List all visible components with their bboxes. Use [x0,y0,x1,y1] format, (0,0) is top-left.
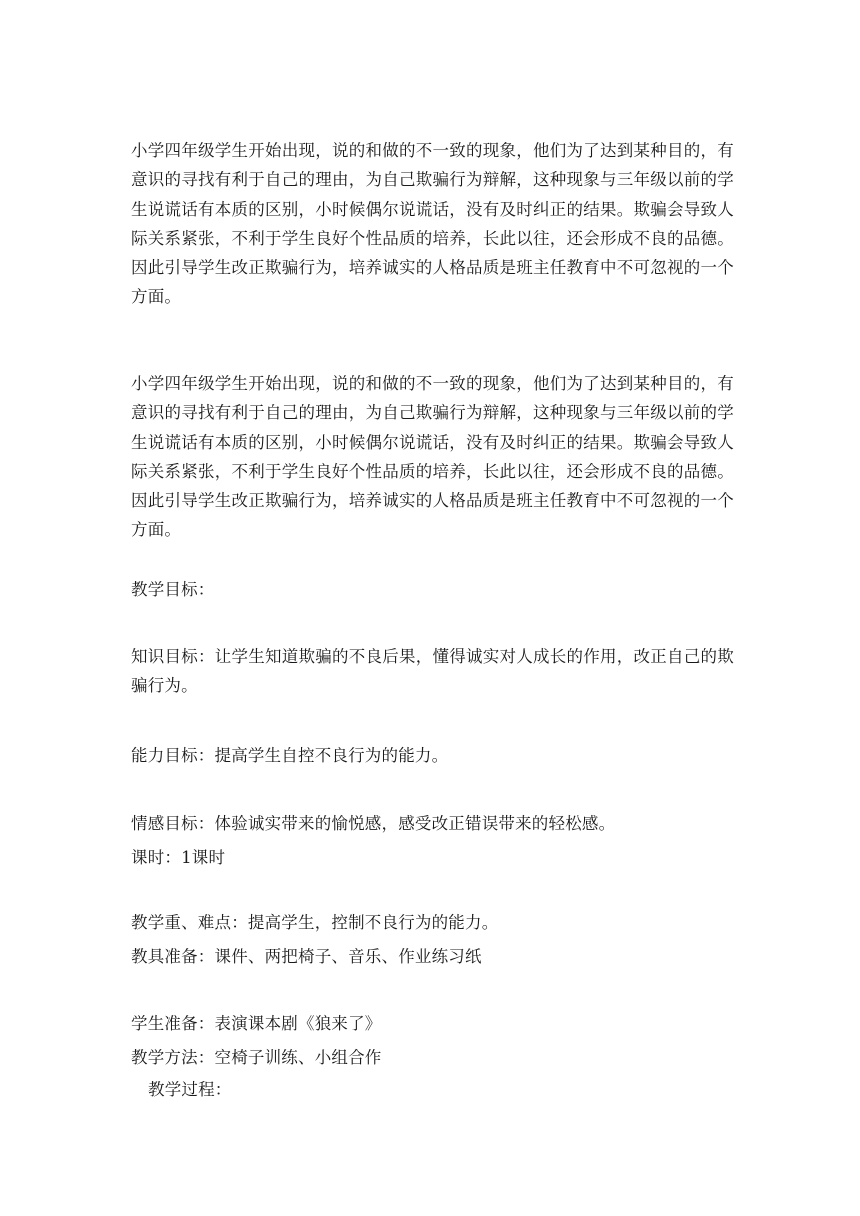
teaching-goals-heading: 教学目标： [131,580,215,599]
teaching-process-heading: 教学过程： [148,1080,232,1099]
student-preparation: 学生准备：表演课本剧《狼来了》 [131,1014,382,1033]
intro-paragraph-2: 小学四年级学生开始出现，说的和做的不一致的现象，他们为了达到某种目的，有意识的寻找有利于自己的理由，为自己欺骗行为辩解，这种现象与三年级以前的学生说谎话有本质的区别，小时候偶尔说谎话，没有及时纠正的结果。欺骗会导致人际关系紧张，不利于学生良好个性品质的培养，长此以往，还会形成不良的品德。因此引导学生改正欺骗行为，培养诚实的人格品质是班主任教育中不可忽视的一个方面。 [131,374,734,540]
knowledge-goal: 知识目标：让学生知道欺骗的不良后果，懂得诚实对人成长的作用，改正自己的欺骗行为。 [131,647,734,696]
class-hours: 课时：1课时 [131,848,226,867]
intro-paragraph-1: 小学四年级学生开始出现，说的和做的不一致的现象，他们为了达到某种目的，有意识的寻找有利于自己的理由，为自己欺骗行为辩解，这种现象与三年级以前的学生说谎话有本质的区别，小时候偶尔说谎话，没有及时纠正的结果。欺骗会导致人际关系紧张，不利于学生良好个性品质的培养，长此以往，还会形成不良的品德。因此引导学生改正欺骗行为，培养诚实的人格品质是班主任教育中不可忽视的一个方面。 [131,141,734,307]
teaching-methods: 教学方法：空椅子训练、小组合作 [131,1048,382,1067]
ability-goal: 能力目标：提高学生自控不良行为的能力。 [131,746,449,765]
emotion-goal: 情感目标：体验诚实带来的愉悦感，感受改正错误带来的轻松感。 [131,814,616,833]
teaching-tools: 教具准备：课件、两把椅子、音乐、作业练习纸 [131,947,482,966]
key-points: 教学重、难点：提高学生，控制不良行为的能力。 [131,913,499,932]
